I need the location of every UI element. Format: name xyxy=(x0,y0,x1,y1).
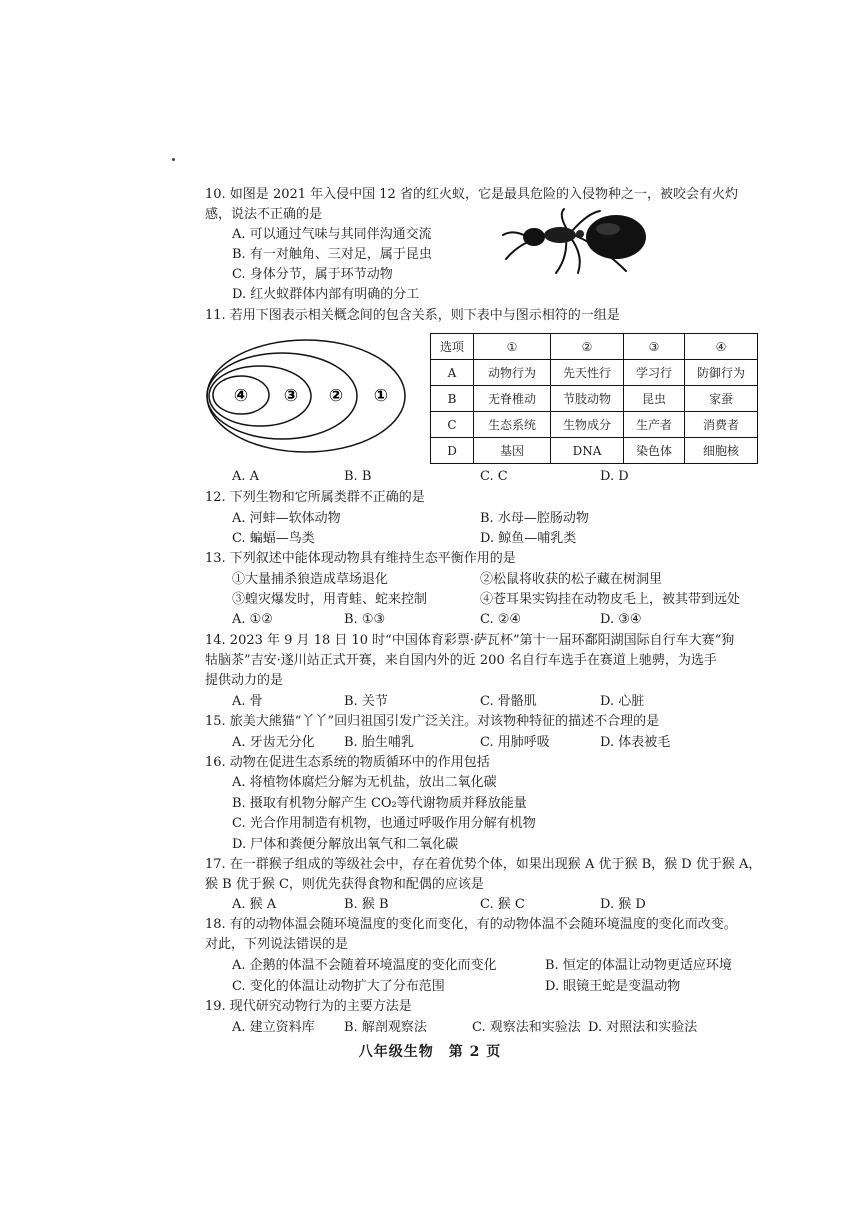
fire-ant-image xyxy=(498,207,658,277)
q10-option-a: A. 可以通过气味与其同伴沟通交流 xyxy=(232,227,432,242)
q19-option-d: D. 对照法和实验法 xyxy=(588,1020,698,1035)
q13-option-c: C. ②④ xyxy=(480,612,522,627)
table-cell: C xyxy=(431,412,474,438)
q13-item-2: ②松鼠将收获的松子藏在树洞里 xyxy=(480,572,663,587)
q12-option-a: A. 河蚌—软体动物 xyxy=(232,511,341,526)
table-cell: DNA xyxy=(551,438,624,464)
q10-option-d: D. 红火蚁群体内部有明确的分工 xyxy=(232,287,420,302)
q12-stem: 12. 下列生物和它所属类群不正确的是 xyxy=(205,490,425,505)
ant-head xyxy=(523,228,545,246)
q16-option-c: C. 光合作用制造有机物，也通过呼吸作用分解有机物 xyxy=(232,816,536,831)
table-cell: 学习行 xyxy=(624,360,685,386)
q10-stem-line2: 感，说法不正确的是 xyxy=(205,207,323,222)
q14-option-d: D. 心脏 xyxy=(600,694,645,709)
q11-options-table xyxy=(430,333,758,464)
q14-stem-line2: 牯脑茶”吉安·遂川站正式开赛，来自国内外的近 200 名自行车选手在赛道上驰骋，为选手 xyxy=(205,653,717,668)
table-cell: 生态系统 xyxy=(474,412,551,438)
q13-option-b: B. ①③ xyxy=(344,612,386,627)
table-row xyxy=(431,412,758,438)
q16-stem: 16. 动物在促进生态系统的物质循环中的作用包括 xyxy=(205,755,490,770)
table-cell: 节肢动物 xyxy=(551,386,624,412)
q17-stem-line1: 17. 在一群猴子组成的等级社会中，存在着优势个体，如果出现猴 A 优于猴 B，猴 D 优于猴 A， xyxy=(205,857,762,872)
table-cell: 无脊椎动 xyxy=(474,386,551,412)
table-cell: 生产者 xyxy=(624,412,685,438)
q17-option-d: D. 猴 D xyxy=(600,897,646,912)
inclusion-diagram xyxy=(205,336,410,456)
q17-option-a: A. 猴 A xyxy=(232,897,277,912)
q17-stem-line2: 猴 B 优于猴 C，则优先获得食物和配偶的应该是 xyxy=(205,877,484,892)
q18-option-c: C. 变化的体温让动物扩大了分布范围 xyxy=(232,979,445,994)
q11-stem: 11. 若用下图表示相关概念间的包含关系，则下表中与图示相符的一组是 xyxy=(205,308,620,323)
q19-option-a: A. 建立资料库 xyxy=(232,1020,315,1035)
table-row xyxy=(431,438,758,464)
table-cell: 基因 xyxy=(474,438,551,464)
q19-option-b: B. 解剖观察法 xyxy=(344,1020,427,1035)
q11-option-d: D. D xyxy=(600,469,629,484)
table-cell: 细胞核 xyxy=(685,438,758,464)
table-cell: ③ xyxy=(624,334,685,360)
scan-speck xyxy=(172,158,175,161)
table-cell: 选项 xyxy=(431,334,474,360)
q16-option-d: D. 尸体和粪便分解放出氧气和二氧化碳 xyxy=(232,837,459,852)
page-footer: 八年级生物 第 2 页 xyxy=(358,1044,502,1060)
q14-option-b: B. 关节 xyxy=(344,694,388,709)
table-header-row xyxy=(431,334,758,360)
table-cell: 昆虫 xyxy=(624,386,685,412)
table-cell: D xyxy=(431,438,474,464)
q11-option-b: B. B xyxy=(344,469,372,484)
table-cell: 家蚕 xyxy=(685,386,758,412)
q18-stem-line2: 对此，下列说法错误的是 xyxy=(205,937,349,952)
q15-stem: 15. 旅美大熊猫“丫丫”回归祖国引发广泛关注。对该物种特征的描述不合理的是 xyxy=(205,714,660,729)
q19-stem: 19. 现代研究动物行为的主要方法是 xyxy=(205,999,412,1014)
q15-option-b: B. 胎生哺乳 xyxy=(344,735,414,750)
q15-option-c: C. 用肺呼吸 xyxy=(480,735,550,750)
q14-option-c: C. 骨骼肌 xyxy=(480,694,537,709)
q16-option-a: A. 将植物体腐烂分解为无机盐，放出二氧化碳 xyxy=(232,775,497,790)
q15-option-d: D. 体表被毛 xyxy=(600,735,671,750)
q16-option-b: B. 摄取有机物分解产生 CO₂等代谢物质并释放能量 xyxy=(232,796,527,811)
q13-item-4: ④苍耳果实钩挂在动物皮毛上，被其带到远处 xyxy=(480,592,741,607)
q13-option-d: D. ③④ xyxy=(600,612,642,627)
q13-item-3: ③蝗灾爆发时，用青蛙、蛇来控制 xyxy=(232,592,428,607)
q18-option-d: D. 眼镜王蛇是变温动物 xyxy=(545,979,681,994)
ant-abdomen xyxy=(586,215,646,259)
q18-option-a: A. 企鹅的体温不会随着环境温度的变化而变化 xyxy=(232,958,497,973)
table-cell: 生物成分 xyxy=(551,412,624,438)
table-cell: A xyxy=(431,360,474,386)
q12-option-d: D. 鲸鱼—哺乳类 xyxy=(480,531,577,546)
q10-stem-line1: 10. 如图是 2021 年入侵中国 12 省的红火蚁，它是最具危险的入侵物种之一，被咬会有火灼 xyxy=(205,187,738,202)
q17-option-b: B. 猴 B xyxy=(344,897,389,912)
table-row xyxy=(431,386,758,412)
q17-option-c: C. 猴 C xyxy=(480,897,525,912)
q10-option-b: B. 有一对触角、三对足，属于昆虫 xyxy=(232,247,432,262)
table-cell: 防御行为 xyxy=(685,360,758,386)
table-cell: 先天性行 xyxy=(551,360,624,386)
table-cell: 消费者 xyxy=(685,412,758,438)
q12-option-b: B. 水母—腔肠动物 xyxy=(480,511,589,526)
label-4: ④ xyxy=(233,386,249,406)
table-cell: B xyxy=(431,386,474,412)
q10-option-c: C. 身体分节，属于环节动物 xyxy=(232,267,393,282)
q12-option-c: C. 蝙蝠—鸟类 xyxy=(232,531,315,546)
label-3: ③ xyxy=(283,386,299,406)
table-cell: ② xyxy=(551,334,624,360)
q14-stem-line1: 14. 2023 年 9 月 18 日 10 时“中国体育彩票·萨瓦杯”第十一届环鄱阳湖国际自行车大赛“狗 xyxy=(205,633,735,648)
label-2: ② xyxy=(328,386,344,406)
ant-thorax xyxy=(544,227,576,243)
q19-option-c: C. 观察法和实验法 xyxy=(472,1020,581,1035)
label-1: ① xyxy=(373,386,389,406)
q15-option-a: A. 牙齿无分化 xyxy=(232,735,315,750)
table-cell: ① xyxy=(474,334,551,360)
q18-option-b: B. 恒定的体温让动物更适应环境 xyxy=(545,958,732,973)
q18-stem-line1: 18. 有的动物体温会随环境温度的变化而变化，有的动物体温不会随环境温度的变化而改变。 xyxy=(205,917,737,932)
table-cell: 染色体 xyxy=(624,438,685,464)
q11-option-a: A. A xyxy=(232,469,260,484)
table-row xyxy=(431,360,758,386)
q11-option-c: C. C xyxy=(480,469,508,484)
q13-item-1: ①大量捕杀狼造成草场退化 xyxy=(232,572,389,587)
q14-option-a: A. 骨 xyxy=(232,694,263,709)
q13-option-a: A. ①② xyxy=(232,612,273,627)
table-cell: ④ xyxy=(685,334,758,360)
table-cell: 动物行为 xyxy=(474,360,551,386)
q14-stem-line3: 提供动力的是 xyxy=(205,673,284,688)
q13-stem: 13. 下列叙述中能体现动物具有维持生态平衡作用的是 xyxy=(205,551,516,566)
